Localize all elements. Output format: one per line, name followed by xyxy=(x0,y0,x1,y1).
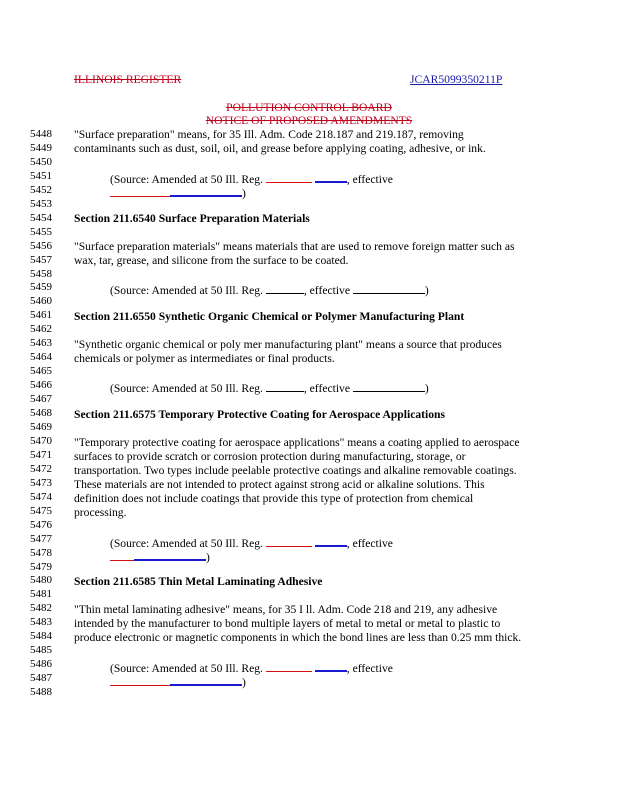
source-label: (Source: Amended at 50 Ill. Reg. xyxy=(110,173,263,186)
line-number: 5477 xyxy=(30,532,52,545)
effective-label: , effective xyxy=(303,284,350,297)
line-number: 5471 xyxy=(30,448,52,461)
board-name: POLLUTION CONTROL BOARD xyxy=(226,101,392,114)
line-number: 5456 xyxy=(30,239,52,252)
line-number: 5466 xyxy=(30,379,52,392)
redline-blank xyxy=(110,185,170,197)
line-number: 5481 xyxy=(30,588,52,601)
text-line: processing. xyxy=(74,506,127,519)
line-number: 5467 xyxy=(30,393,52,406)
blueline-blank xyxy=(315,659,347,672)
line-number: 5454 xyxy=(30,211,52,224)
text-line: transportation. Two types include peelable protective coatings and alkaline removable coatings. xyxy=(74,464,517,477)
source-label: (Source: Amended at 50 Ill. Reg. xyxy=(110,662,263,675)
text-line: wax, tar, grease, and silicone from the surface to be coated. xyxy=(74,254,349,267)
source-label: (Source: Amended at 50 Ill. Reg. xyxy=(110,537,263,550)
line-number: 5461 xyxy=(30,309,52,322)
effective-label: , effective xyxy=(346,173,393,186)
line-number: 5482 xyxy=(30,602,52,615)
text-line: contaminants such as dust, soil, oil, and grease before applying coating, adhesive, or ink. xyxy=(74,142,486,155)
line-number: 5478 xyxy=(30,546,52,559)
line-number: 5449 xyxy=(30,141,52,154)
blueline-blank xyxy=(170,184,242,197)
close-paren: ) xyxy=(424,382,429,395)
blueline-blank xyxy=(170,673,242,686)
line-number: 5448 xyxy=(30,128,52,140)
text-line: definition does not include coatings that provide this type of protection from chemical xyxy=(74,492,474,505)
line-number: 5472 xyxy=(30,462,52,475)
redline-blank xyxy=(110,674,170,686)
jcar-id: JCAR5099350211P xyxy=(410,73,503,86)
line-number: 5474 xyxy=(30,490,52,503)
line-number: 5465 xyxy=(30,365,52,378)
line-number: 5469 xyxy=(30,420,52,433)
text-line: intended by the manufacturer to bond multiple layers of metal to metal or metal to plastic to xyxy=(74,617,501,630)
source-note xyxy=(110,282,429,297)
source-note-cont xyxy=(110,548,210,564)
effective-label: , effective xyxy=(303,382,350,395)
line-number: 5457 xyxy=(30,253,52,266)
line-number: 5475 xyxy=(30,504,52,517)
text-line: surfaces to provide scratch or corrosion protection during manufacturing, storage, or xyxy=(74,450,466,463)
source-note-cont xyxy=(110,673,246,689)
blueline-blank xyxy=(315,534,347,547)
line-number: 5486 xyxy=(30,658,52,671)
section-heading: Section 211.6575 Temporary Protective Coating for Aerospace Applications xyxy=(74,408,445,421)
line-number: 5485 xyxy=(30,644,52,657)
text-line: "Surface preparation" means, for 35 Ill. Adm. Code 218.187 and 219.187, removing xyxy=(74,128,464,141)
close-paren: ) xyxy=(206,551,210,564)
line-number: 5462 xyxy=(30,323,52,336)
effective-label: , effective xyxy=(346,537,393,550)
text-line: These materials are not intended to protect against strong acid or alkaline solutions. This xyxy=(74,478,485,491)
blank-field xyxy=(266,282,304,294)
line-number: 5476 xyxy=(30,518,52,531)
line-number: 5464 xyxy=(30,351,52,364)
section-heading: Section 211.6550 Synthetic Organic Chemical or Polymer Manufacturing Plant xyxy=(74,310,465,323)
line-number: 5463 xyxy=(30,337,52,350)
blank-field xyxy=(266,380,304,392)
line-number: 5488 xyxy=(30,686,52,698)
blank-field xyxy=(353,380,425,392)
line-number: 5479 xyxy=(30,560,52,573)
line-number: 5483 xyxy=(30,616,52,629)
text-line: "Thin metal laminating adhesive" means, for 35 I ll. Adm. Code 218 and 219, any adhesive xyxy=(74,603,498,616)
section-heading: Section 211.6585 Thin Metal Laminating Adhesive xyxy=(74,575,323,588)
blueline-blank xyxy=(134,548,206,561)
notice-title: NOTICE OF PROPOSED AMENDMENTS xyxy=(205,114,413,127)
line-number: 5468 xyxy=(30,407,52,419)
line-number: 5453 xyxy=(30,197,52,210)
text-line: "Synthetic organic chemical or poly mer manufacturing plant" means a source that produces xyxy=(74,338,502,351)
redline-blank xyxy=(266,171,312,183)
text-line: "Temporary protective coating for aerospace applications" means a coating applied to aerospace xyxy=(74,436,520,449)
line-number: 5473 xyxy=(30,476,52,489)
line-number: 5470 xyxy=(30,434,52,447)
close-paren: ) xyxy=(242,676,246,689)
line-number: 5487 xyxy=(30,672,52,684)
text-line: produce electronic or magnetic components in which the bond lines are less than 0.25 mm thick. xyxy=(74,631,522,644)
source-label: (Source: Amended at 50 Ill. Reg. xyxy=(110,284,263,297)
close-paren: ) xyxy=(242,187,246,200)
register-title: ILLINOIS REGISTER xyxy=(74,73,182,86)
source-note xyxy=(110,380,429,395)
text-line: chemicals or polymer as intermediates or final products. xyxy=(74,352,335,365)
line-number: 5460 xyxy=(30,295,52,308)
line-number: 5480 xyxy=(30,574,52,587)
source-label: (Source: Amended at 50 Ill. Reg. xyxy=(110,382,263,395)
line-number: 5484 xyxy=(30,630,52,643)
redline-blank xyxy=(266,660,312,672)
section-heading: Section 211.6540 Surface Preparation Materials xyxy=(74,212,310,225)
line-number: 5455 xyxy=(30,225,52,238)
blueline-blank xyxy=(315,170,347,183)
line-number: 5459 xyxy=(30,281,52,294)
line-number: 5458 xyxy=(30,267,52,280)
redline-blank xyxy=(266,535,312,547)
line-number: 5450 xyxy=(30,155,52,168)
line-number: 5451 xyxy=(30,169,52,182)
effective-label: , effective xyxy=(346,662,393,675)
redline-blank xyxy=(110,549,134,561)
close-paren: ) xyxy=(424,284,429,297)
source-note-cont xyxy=(110,184,246,200)
line-number: 5452 xyxy=(30,183,52,196)
text-line: "Surface preparation materials" means materials that are used to remove foreign matter such as xyxy=(74,240,515,253)
blank-field xyxy=(353,282,425,294)
